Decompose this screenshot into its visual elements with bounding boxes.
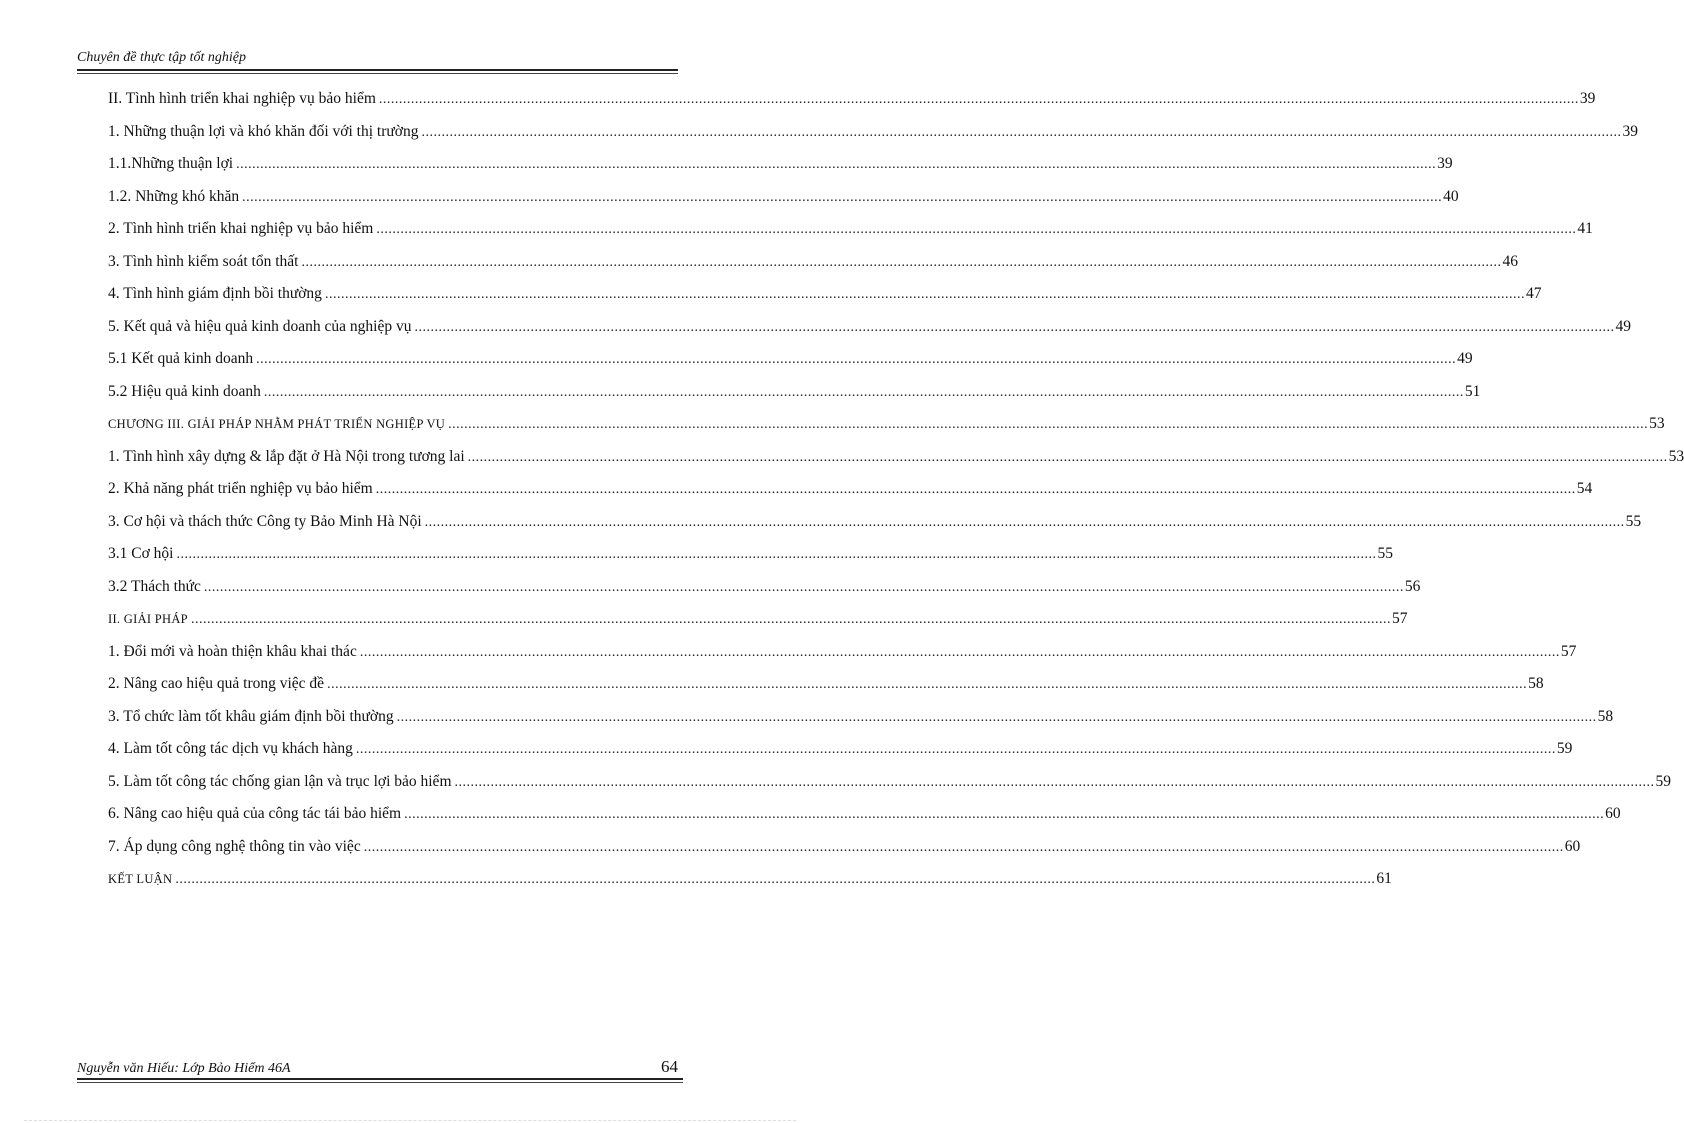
- toc-entry: [108, 740, 1573, 762]
- toc-entry-page: 53: [1668, 447, 1684, 465]
- toc-leader-dots: ............................................................................................................................................................................................................................................................................................................: [421, 124, 1622, 140]
- toc-entry-title: 5. Làm tốt công tác chống gian lận và trục lợi bảo hiểm: [108, 772, 452, 790]
- toc-entry-page: 39: [1579, 90, 1596, 107]
- toc-entry-title: II. Tình hình triển khai nghiệp vụ bảo hiểm: [108, 90, 376, 107]
- toc-leader-dots: ............................................................................................................................................................................................................................................................................................................: [301, 254, 1502, 270]
- toc-entry-title: KẾT LUẬN: [108, 872, 173, 886]
- toc-entry: [108, 90, 1596, 112]
- toc-entry-title: 5.1 Kết quả kinh doanh: [108, 350, 254, 367]
- toc-entry-title: 3. Cơ hội và thách thức Công ty Bảo Minh Hà Nội: [108, 512, 422, 530]
- toc-entry-title: 7. Áp dụng công nghệ thông tin vào việc: [108, 837, 361, 855]
- toc-entry-page: 58: [1528, 675, 1544, 692]
- toc-entry-title: 1.2. Những khó khăn: [108, 187, 240, 205]
- toc-entry-title: 2. Nâng cao hiệu quả trong việc đề: [108, 675, 325, 692]
- toc-leader-dots: ............................................................................................................................................................................................................................................................................................................: [256, 352, 1457, 367]
- toc-leader-dots: ............................................................................................................................................................................................................................................................................................................: [404, 807, 1605, 822]
- toc-entry: [108, 545, 1393, 567]
- toc-leader-dots: ............................................................................................................................................................................................................................................................................................................: [424, 514, 1625, 530]
- toc-entry: [108, 577, 1421, 600]
- toc-entry-page: 56: [1404, 577, 1421, 595]
- toc-entry: [108, 155, 1453, 177]
- toc-leader-dots: ............................................................................................................................................................................................................................................................................................................: [176, 547, 1377, 562]
- toc-entry: [108, 480, 1593, 502]
- toc-entry: [108, 415, 1665, 437]
- toc-entry-page: 58: [1597, 707, 1614, 725]
- toc-entry-title: CHƯƠNG III. GIẢI PHÁP NHẰM PHÁT TRIỂN NGHIỆP VỤ: [108, 417, 446, 431]
- toc-entry: [108, 675, 1544, 697]
- toc-entry-page: 39: [1622, 122, 1638, 140]
- page-footer: [77, 1057, 683, 1083]
- toc-entry: [108, 772, 1671, 795]
- toc-entry-page: 59: [1556, 740, 1573, 757]
- toc-entry-title: II. GIẢI PHÁP: [108, 612, 188, 626]
- toc-entry-title: 4. Tình hình giám định bồi thường: [108, 285, 322, 302]
- toc-leader-dots: ............................................................................................................................................................................................................................................................................................................: [236, 157, 1437, 172]
- toc-entry: [108, 220, 1593, 242]
- header-rule-thin: [77, 73, 678, 74]
- toc-entry-page: 49: [1615, 317, 1631, 335]
- toc-leader-dots: ............................................................................................................................................................................................................................................................................................................: [242, 189, 1443, 205]
- toc-entry-title: 5.2 Hiệu quả kinh doanh: [108, 382, 261, 400]
- toc-leader-dots: ............................................................................................................................................................................................................................................................................................................: [363, 839, 1564, 855]
- toc-entry-page: 61: [1376, 870, 1392, 887]
- toc-entry-title: 6. Nâng cao hiệu quả của công tác tái bảo hiểm: [108, 805, 402, 822]
- toc-entry-page: 49: [1457, 350, 1473, 367]
- toc-entry-page: 46: [1502, 252, 1518, 270]
- toc-entry: [108, 187, 1459, 210]
- toc-entry-page: 40: [1443, 187, 1459, 205]
- toc-leader-dots: ............................................................................................................................................................................................................................................................................................................: [359, 644, 1560, 660]
- toc-entry-page: 41: [1577, 220, 1593, 237]
- toc-entry-page: 60: [1605, 805, 1621, 822]
- footer-author: Nguyễn văn Hiếu: Lớp Bảo Hiểm 46A: [77, 1061, 291, 1076]
- footer-row: [77, 1057, 683, 1077]
- toc-entry-title: 3. Tổ chức làm tốt khâu giám định bồi thường: [108, 707, 394, 725]
- toc-entry-title: 1. Tình hình xây dựng & lắp đặt ở Hà Nội trong tương lai: [108, 447, 465, 465]
- toc-entry-title: 2. Tình hình triển khai nghiệp vụ bảo hiểm: [108, 220, 374, 237]
- toc-entry-page: 55: [1625, 512, 1642, 530]
- toc-leader-dots: ............................................................................................................................................................................................................................................................................................................: [454, 774, 1655, 790]
- toc-entry-title: 1. Những thuận lợi và khó khăn đối với thị trường: [108, 122, 419, 140]
- toc-leader-dots: ............................................................................................................................................................................................................................................................................................................: [324, 287, 1525, 302]
- toc-entry: [108, 447, 1684, 470]
- toc-leader-dots: ............................................................................................................................................................................................................................................................................................................: [175, 872, 1376, 887]
- toc-leader-dots: ............................................................................................................................................................................................................................................................................................................: [448, 417, 1649, 432]
- toc-leader-dots: ............................................................................................................................................................................................................................................................................................................: [378, 92, 1579, 107]
- toc-leader-dots: ............................................................................................................................................................................................................................................................................................................: [467, 449, 1668, 465]
- toc-leader-dots: ............................................................................................................................................................................................................................................................................................................: [263, 384, 1464, 400]
- toc-entry-page: 57: [1560, 642, 1577, 660]
- toc-leader-dots: ............................................................................................................................................................................................................................................................................................................: [396, 709, 1597, 725]
- toc-entry-page: 51: [1464, 382, 1481, 400]
- toc-entry-title: 1. Đổi mới và hoàn thiện khâu khai thác: [108, 642, 357, 660]
- toc-entry: [108, 642, 1577, 665]
- toc-entry: [108, 805, 1621, 827]
- toc-entry-title: 5. Kết quả và hiệu quả kinh doanh của nghiệp vụ: [108, 317, 412, 335]
- page-header: [77, 49, 678, 74]
- toc-entry: [108, 285, 1542, 307]
- toc-entry-page: 60: [1564, 837, 1581, 855]
- toc-entry-page: 39: [1437, 155, 1453, 172]
- toc-leader-dots: ............................................................................................................................................................................................................................................................................................................: [375, 482, 1576, 497]
- toc-leader-dots: ............................................................................................................................................................................................................................................................................................................: [355, 742, 1556, 757]
- footer-rule: [77, 1078, 683, 1080]
- toc-entry-title: 2. Khả năng phát triển nghiệp vụ bảo hiểm: [108, 480, 373, 497]
- header-title: Chuyên đề thực tập tốt nghiệp: [77, 50, 246, 65]
- toc-entry: [108, 707, 1614, 730]
- toc-entry-title: 3. Tình hình kiểm soát tổn thất: [108, 252, 299, 270]
- toc-entry-page: 59: [1655, 772, 1671, 790]
- toc-entry-page: 53: [1649, 415, 1665, 432]
- toc-entry-title: 4. Làm tốt công tác dịch vụ khách hàng: [108, 740, 353, 757]
- toc-leader-dots: ............................................................................................................................................................................................................................................................................................................: [203, 579, 1404, 595]
- footer-page-number: 64: [661, 1057, 678, 1076]
- toc-entry-title: 3.1 Cơ hội: [108, 545, 174, 562]
- toc-entry-page: 54: [1576, 480, 1593, 497]
- toc-entry: [108, 317, 1631, 340]
- toc-leader-dots: ............................................................................................................................................................................................................................................................................................................: [414, 319, 1615, 335]
- toc-entry: [108, 382, 1481, 405]
- toc-entry: [108, 252, 1518, 275]
- toc-leader-dots: ............................................................................................................................................................................................................................................................................................................: [327, 677, 1528, 692]
- page-edge: [24, 1120, 796, 1121]
- footer-rule-thin: [77, 1082, 683, 1083]
- toc-leader-dots: ............................................................................................................................................................................................................................................................................................................: [190, 612, 1391, 627]
- toc-entry: [108, 837, 1581, 860]
- header-rule: [77, 69, 678, 71]
- toc-entry: [108, 512, 1642, 535]
- toc-entry-title: 1.1.Những thuận lợi: [108, 155, 234, 172]
- toc-entry: [108, 122, 1638, 145]
- toc-leader-dots: ............................................................................................................................................................................................................................................................................................................: [376, 222, 1577, 237]
- toc-entry-title: 3.2 Thách thức: [108, 577, 201, 595]
- toc-entry-page: 57: [1391, 610, 1408, 627]
- toc-entry: [108, 350, 1473, 372]
- toc-entry: [108, 870, 1392, 892]
- toc-entry: [108, 610, 1408, 632]
- toc-entry-page: 55: [1377, 545, 1393, 562]
- toc-entry-page: 47: [1525, 285, 1542, 302]
